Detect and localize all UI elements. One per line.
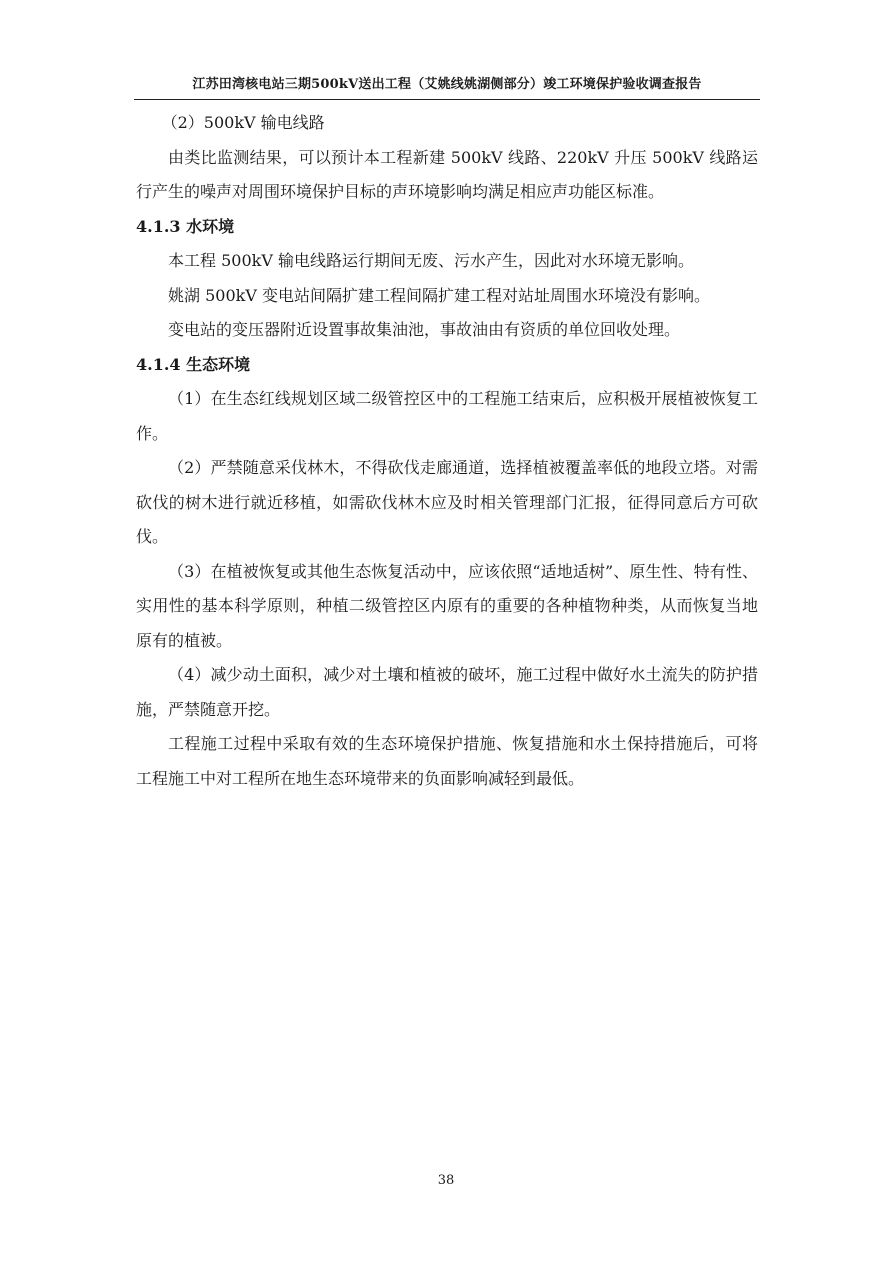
paragraph-eco-item-4: （4）减少动土面积，减少对土壤和植被的破坏，施工过程中做好水土流失的防护措施，严禁随意开挖。 <box>136 665 758 719</box>
header-rule <box>134 99 760 100</box>
paragraph-eco-item-1: （1）在生态红线规划区域二级管控区中的工程施工结束后，应积极开展植被恢复工作。 <box>136 389 758 443</box>
section-heading-water-environment: 4.1.3 水环境 <box>136 216 235 236</box>
paragraph-water-3: 变电站的变压器附近设置事故集油池，事故油由有资质的单位回收处理。 <box>168 320 681 339</box>
paragraph-eco-summary: 工程施工过程中采取有效的生态环境保护措施、恢复措施和水土保持措施后，可将工程施工中对工程所在地生态环境带来的负面影响减轻到最低。 <box>136 734 758 788</box>
running-header: 江苏田湾核电站三期500kV送出工程（艾姚线姚湖侧部分）竣工环境保护验收调查报告 <box>192 77 702 92</box>
paragraph-water-2: 姚湖 500kV 变电站间隔扩建工程间隔扩建工程对站址周围水环境没有影响。 <box>168 285 710 305</box>
paragraph-noise-conclusion: 由类比监测结果，可以预计本工程新建 500kV 线路、220kV 升压 500kV 线路运行产生的噪声对周围环境保护目标的声环境影响均满足相应声功能区标准。 <box>136 147 758 201</box>
paragraph-eco-item-2: （2）严禁随意采伐林木，不得砍伐走廊通道，选择植被覆盖率低的地段立塔。对需砍伐的树木进行就近移植，如需砍伐林木应及时相关管理部门汇报，征得同意后方可砍伐。 <box>136 458 758 546</box>
page-number: 38 <box>437 1173 455 1188</box>
paragraph-water-1: 本工程 500kV 输电线路运行期间无废、污水产生，因此对水环境无影响。 <box>168 251 694 270</box>
section-heading-ecological-environment: 4.1.4 生态环境 <box>136 354 251 374</box>
paragraph-eco-item-3: （3）在植被恢复或其他生态恢复活动中，应该依照“适地适树”、原生性、特有性、实用性的基本科学原则，种植二级管控区内原有的重要的各种植物种类，从而恢复当地原有的植被。 <box>136 561 758 650</box>
page-body <box>136 106 758 796</box>
subsection-title-500kv-line: （2）500kV 输电线路 <box>161 113 325 132</box>
